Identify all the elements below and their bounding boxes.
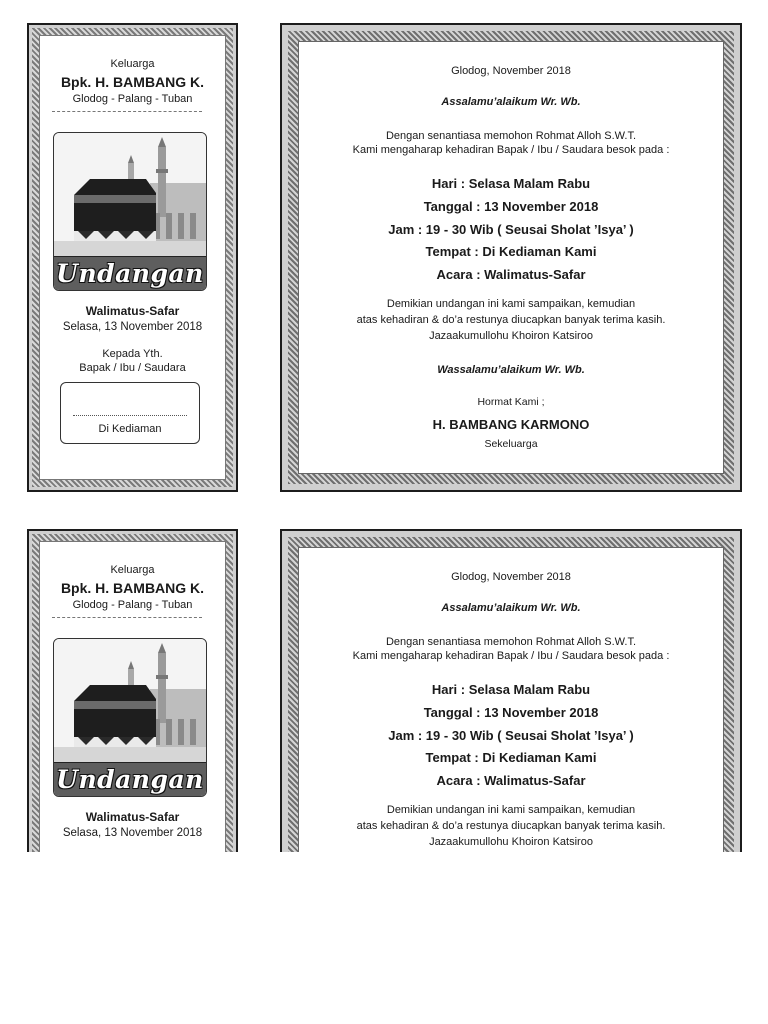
cover-to-line2: Bapak / Ibu / Saudara: [79, 362, 186, 374]
detail-time: Jam : 19 - 30 Wib ( Seusai Sholat ’Isya’ ): [388, 222, 634, 237]
cover-card: [27, 529, 238, 852]
cover-date: Selasa, 13 November 2018: [62, 827, 203, 839]
closing-line1: Demikian undangan ini kami sampaikan, kemudian: [386, 804, 636, 816]
place-date: Glodog, November 2018: [451, 571, 571, 583]
cover-divider: [52, 111, 202, 112]
cover-event: Walimatus-Safar: [85, 810, 180, 824]
intro-line1: Dengan senantiasa memohon Rohmat Alloh S.W.T.: [385, 636, 637, 648]
kaaba-illustration: [53, 132, 207, 291]
cover-event: Walimatus-Safar: [85, 304, 180, 318]
kaaba-illustration: [53, 638, 207, 797]
closing-line1: Demikian undangan ini kami sampaikan, kemudian: [386, 298, 636, 310]
cover-name: Bpk. H. BAMBANG K.: [60, 74, 205, 90]
signature-sub: Sekeluarga: [484, 438, 538, 450]
invitation-inner: [298, 41, 724, 474]
invitation-inner: [298, 547, 724, 852]
place-date: Glodog, November 2018: [451, 65, 571, 77]
cover-title: Undangan: [56, 765, 204, 794]
detail-day: Hari : Selasa Malam Rabu: [431, 176, 591, 191]
cover-address: Glodog - Palang - Tuban: [72, 93, 193, 105]
cover-divider: [52, 617, 202, 618]
closing-line2: atas kehadiran & do’a restunya diucapkan banyak terima kasih.: [356, 314, 666, 326]
cover-family-label: Keluarga: [110, 58, 155, 70]
cover-to-line1: Kepada Yth.: [102, 348, 163, 360]
detail-event: Acara : Walimatus-Safar: [436, 773, 586, 788]
signature: H. BAMBANG KARMONO: [432, 417, 590, 432]
undangan-title-band: [54, 762, 206, 796]
undangan-title-band: [54, 256, 206, 290]
recipient-box: [60, 382, 200, 444]
kaaba-image: [54, 639, 206, 763]
greeting: Assalamu’alaikum Wr. Wb.: [441, 96, 581, 108]
invitation-set-1: [0, 0, 768, 500]
detail-day: Hari : Selasa Malam Rabu: [431, 682, 591, 697]
intro-line2: Kami mengaharap kehadiran Bapak / Ibu / Saudara besok pada :: [352, 144, 670, 156]
cover-address: Glodog - Palang - Tuban: [72, 599, 193, 611]
closing-line3: Jazaakumullohu Khoiron Katsiroo: [429, 330, 593, 342]
detail-venue: Tempat : Di Kediaman Kami: [425, 244, 597, 259]
cover-family-label: Keluarga: [110, 564, 155, 576]
detail-event: Acara : Walimatus-Safar: [436, 267, 586, 282]
intro-line1: Dengan senantiasa memohon Rohmat Alloh S.W.T.: [385, 130, 637, 142]
invitation-set-2: [0, 506, 768, 852]
cover-title: Undangan: [56, 259, 204, 288]
farewell: Wassalamu’alaikum Wr. Wb.: [437, 364, 585, 376]
invitation-card: [280, 23, 742, 492]
invitation-card: [280, 529, 742, 852]
closing-line3: Jazaakumullohu Khoiron Katsiroo: [429, 836, 593, 848]
regards: Hormat Kami ;: [477, 396, 545, 408]
cover-card: [27, 23, 238, 492]
closing-line2: atas kehadiran & do’a restunya diucapkan banyak terima kasih.: [356, 820, 666, 832]
cover-date: Selasa, 13 November 2018: [62, 321, 203, 333]
detail-date: Tanggal : 13 November 2018: [423, 199, 599, 214]
detail-date: Tanggal : 13 November 2018: [423, 705, 599, 720]
recipient-place: Di Kediaman: [98, 423, 162, 435]
detail-time: Jam : 19 - 30 Wib ( Seusai Sholat ’Isya’ ): [388, 728, 634, 743]
cover-name: Bpk. H. BAMBANG K.: [60, 580, 205, 596]
detail-venue: Tempat : Di Kediaman Kami: [425, 750, 597, 765]
cover-inner: [39, 35, 226, 480]
cover-inner: [39, 541, 226, 852]
intro-line2: Kami mengaharap kehadiran Bapak / Ibu / Saudara besok pada :: [352, 650, 670, 662]
greeting: Assalamu’alaikum Wr. Wb.: [441, 602, 581, 614]
kaaba-image: [54, 133, 206, 257]
